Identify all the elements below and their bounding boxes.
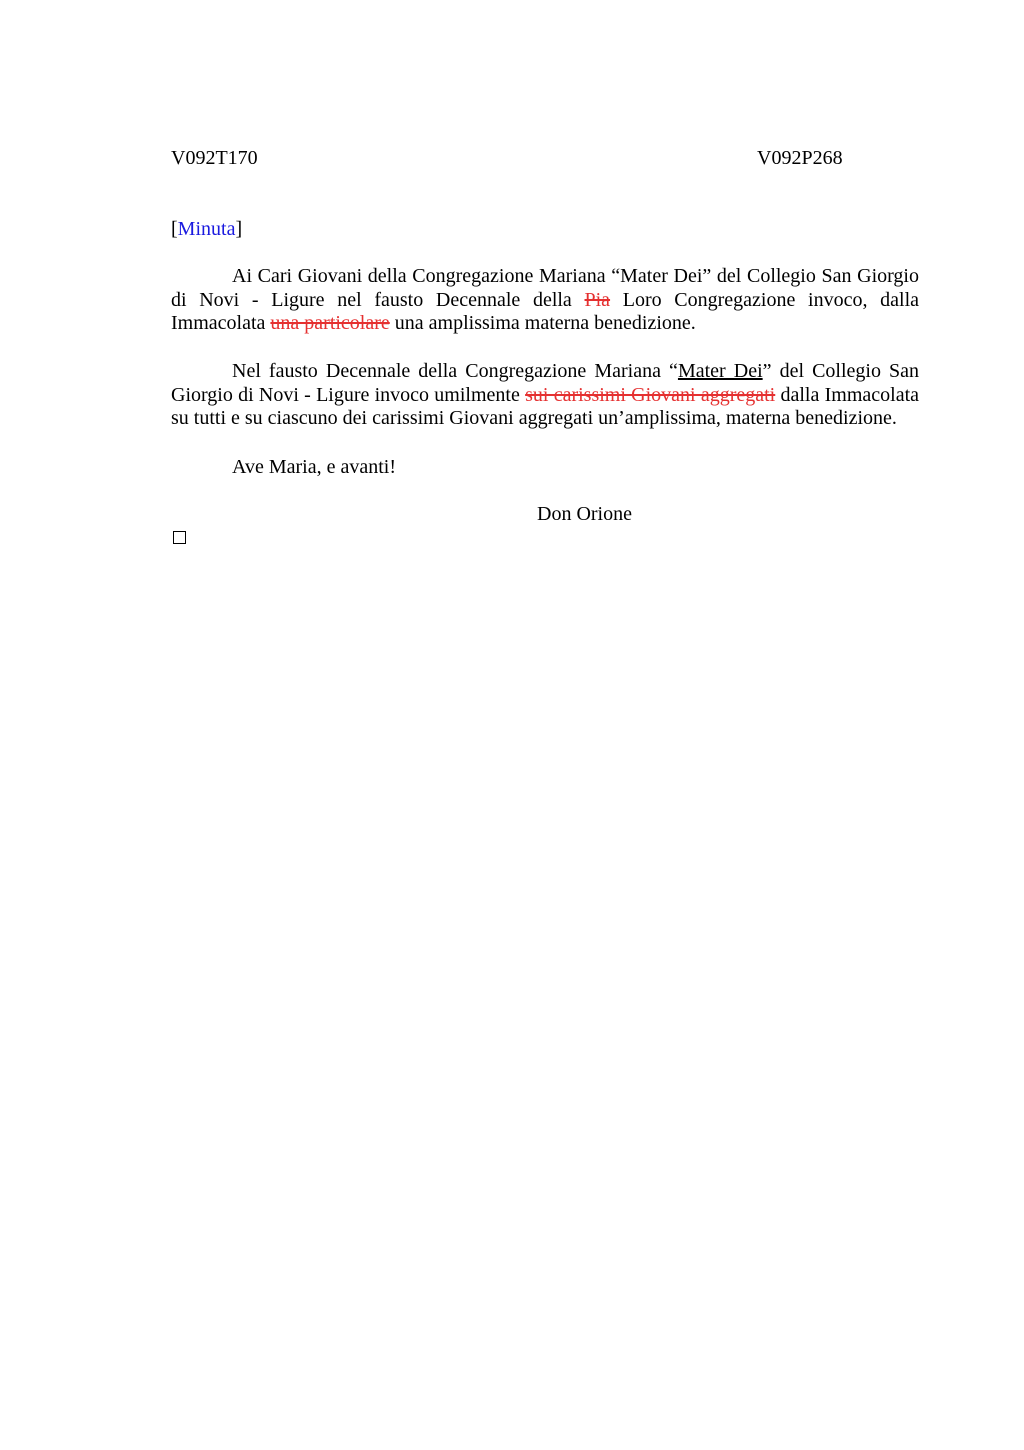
paragraph-blessing-text-2: ” del Collegio San Giorgio di Novi - Ligure invoco umilmente	[171, 360, 920, 406]
paragraph-dedication-text-3: una amplissima materna benedizione.	[389, 312, 696, 335]
document-header	[171, 146, 919, 172]
deleted-phrase-una-particolare: una particolare	[270, 312, 390, 335]
closing-line: Ave Maria, e avanti!	[232, 456, 396, 478]
paragraph-blessing-text-3: dalla Immacolata su tutti e su ciascuno dei carissimi Giovani aggregati un’amplissima, materna benedizione.	[171, 383, 920, 430]
document-code-left: V092T170	[171, 147, 258, 169]
paragraph-blessing-text-1: Nel fausto Decennale della Congregazione Mariana “	[232, 360, 678, 382]
paragraph-dedication-text-2: Loro Congregazione invoco, dalla Immacolata	[171, 288, 920, 335]
paragraph-dedication-text-1: Ai Cari Giovani della Congregazione Mariana “Mater Dei” del Collegio San Giorgio di Novi - Ligure nel fausto Decennale della	[171, 265, 919, 311]
signature: Don Orione	[537, 503, 632, 525]
minuta-open-bracket: [	[171, 218, 178, 240]
paragraph-dedication	[171, 265, 919, 336]
minuta-close-bracket: ]	[235, 218, 243, 240]
minuta-label	[171, 217, 242, 241]
underlined-mater-dei: Mater Dei	[677, 360, 763, 382]
deleted-word-pia: Pia	[584, 288, 611, 311]
paragraph-blessing	[171, 360, 919, 431]
minuta-text: Minuta	[177, 218, 236, 240]
document-page	[171, 0, 919, 1450]
document-code-right: V092P268	[757, 147, 843, 169]
deleted-phrase-giovani-aggregati: sui carissimi Giovani aggregati	[525, 383, 776, 406]
checkbox-square-icon	[173, 531, 186, 544]
